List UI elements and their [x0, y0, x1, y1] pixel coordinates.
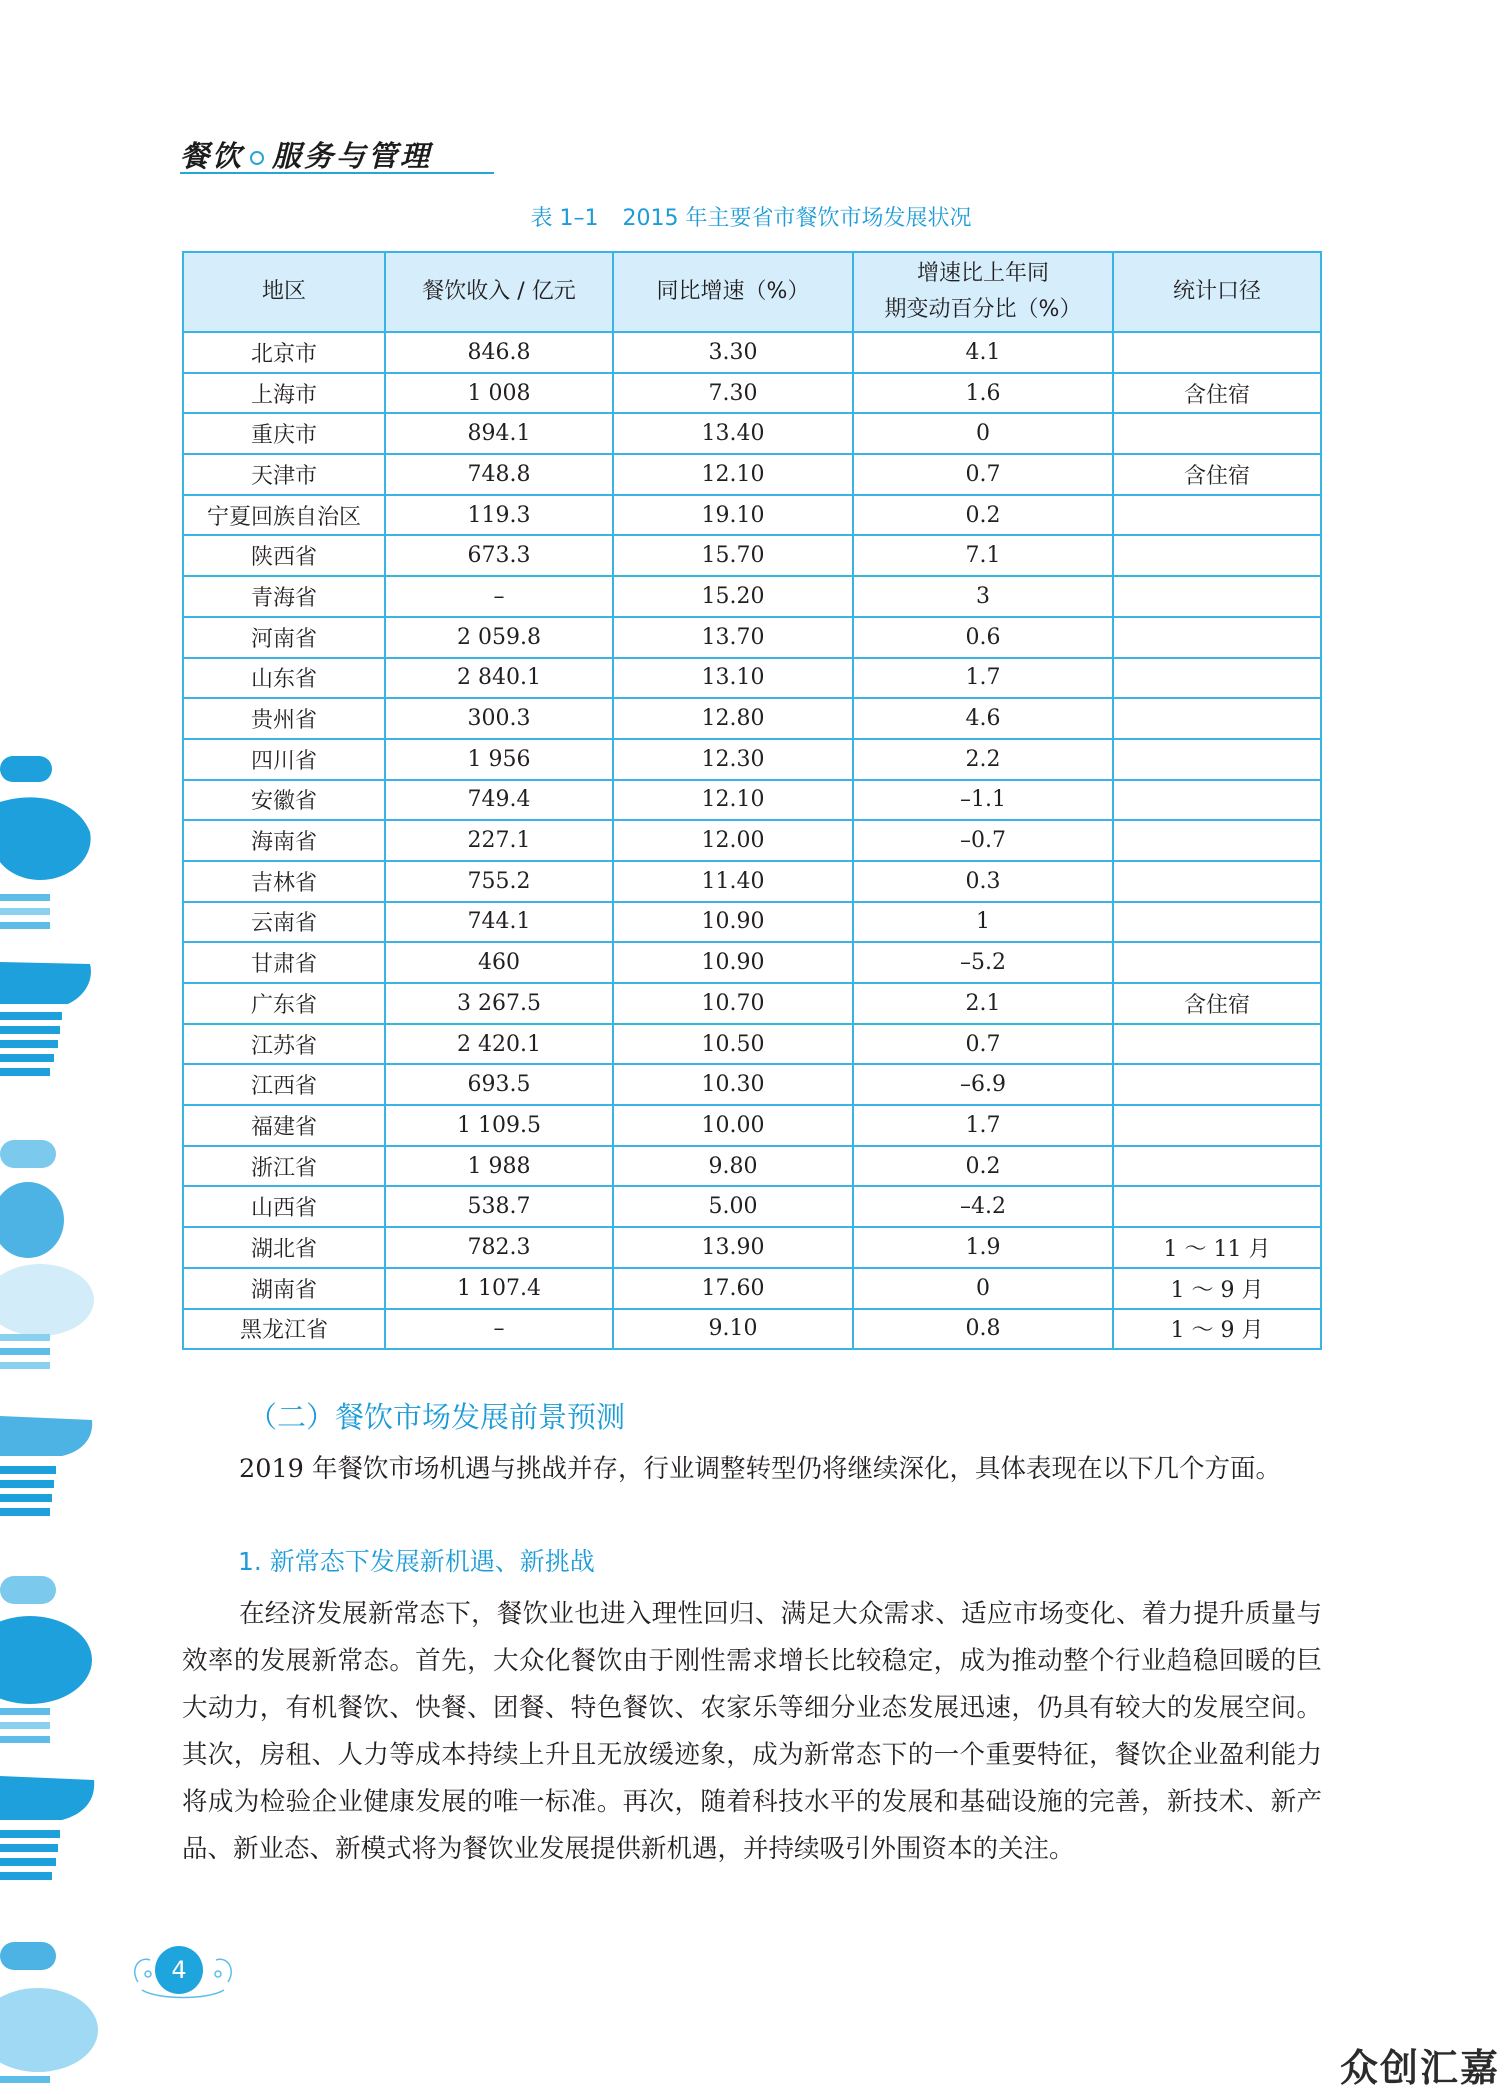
table-row [183, 1105, 1321, 1146]
table-body [183, 332, 1321, 1349]
cell-revenue: 749.4 [385, 780, 613, 821]
cell-growth: 10.70 [613, 983, 853, 1024]
table-row [183, 658, 1321, 699]
table-row [183, 1309, 1321, 1350]
cell-growth: 11.40 [613, 861, 853, 902]
table-row [183, 617, 1321, 658]
cell-revenue: 3 267.5 [385, 983, 613, 1024]
cell-growth-change: 0.2 [853, 1146, 1113, 1187]
cell-revenue: 744.1 [385, 902, 613, 943]
cell-revenue: 693.5 [385, 1064, 613, 1105]
header-rule [180, 172, 494, 174]
cell-region: 北京市 [183, 332, 385, 373]
cell-region: 甘肃省 [183, 942, 385, 983]
cell-revenue: 2 840.1 [385, 658, 613, 699]
cell-scope: 含住宿 [1113, 454, 1321, 495]
cell-region: 贵州省 [183, 698, 385, 739]
table-caption-title: 2015 年主要省市餐饮市场发展状况 [622, 206, 972, 231]
table-row [183, 535, 1321, 576]
cell-growth-change: 1.6 [853, 373, 1113, 414]
cell-region: 湖北省 [183, 1227, 385, 1268]
table-row [183, 454, 1321, 495]
cell-growth-change: –4.2 [853, 1186, 1113, 1227]
cell-scope [1113, 698, 1321, 739]
cell-revenue: 460 [385, 942, 613, 983]
cell-region: 青海省 [183, 576, 385, 617]
cell-growth: 13.10 [613, 658, 853, 699]
cell-region: 湖南省 [183, 1268, 385, 1309]
cell-scope [1113, 413, 1321, 454]
cell-growth: 12.00 [613, 820, 853, 861]
table-row [183, 780, 1321, 821]
table-row [183, 942, 1321, 983]
cell-growth-change: 0.6 [853, 617, 1113, 658]
header-region: 地区 [183, 252, 385, 332]
cell-revenue: 1 956 [385, 739, 613, 780]
cell-growth: 12.10 [613, 454, 853, 495]
table-row [183, 1146, 1321, 1187]
cell-region: 江苏省 [183, 1024, 385, 1065]
cell-growth: 12.80 [613, 698, 853, 739]
cell-scope [1113, 861, 1321, 902]
cell-growth: 7.30 [613, 373, 853, 414]
section-title: （二）餐饮市场发展前景预测 [248, 1400, 626, 1434]
header-growth-change: 增速比上年同 期变动百分比（%） [853, 252, 1113, 332]
cell-revenue: 755.2 [385, 861, 613, 902]
cell-growth: 13.90 [613, 1227, 853, 1268]
table-row [183, 1024, 1321, 1065]
header-revenue: 餐饮收入 / 亿元 [385, 252, 613, 332]
restaurant-market-table [182, 251, 1322, 1350]
cell-region: 福建省 [183, 1105, 385, 1146]
cell-growth-change: 7.1 [853, 535, 1113, 576]
cell-region: 安徽省 [183, 780, 385, 821]
subsection-title: 1. 新常态下发展新机遇、新挑战 [238, 1547, 595, 1576]
cell-growth: 3.30 [613, 332, 853, 373]
cell-revenue: 1 988 [385, 1146, 613, 1187]
cell-scope: 1 ～ 9 月 [1113, 1309, 1321, 1350]
cell-region: 黑龙江省 [183, 1309, 385, 1350]
table-row [183, 373, 1321, 414]
book-title-left: 餐饮 [180, 139, 245, 173]
cell-growth: 9.80 [613, 1146, 853, 1187]
cell-growth: 12.10 [613, 780, 853, 821]
table-row [183, 861, 1321, 902]
cell-scope: 1 ～ 11 月 [1113, 1227, 1321, 1268]
cell-growth: 17.60 [613, 1268, 853, 1309]
cell-growth: 10.90 [613, 902, 853, 943]
cell-revenue: 119.3 [385, 495, 613, 536]
cell-growth-change: 0.7 [853, 1024, 1113, 1065]
table-row [183, 413, 1321, 454]
table-row [183, 1227, 1321, 1268]
cell-region: 宁夏回族自治区 [183, 495, 385, 536]
cell-region: 云南省 [183, 902, 385, 943]
cell-scope [1113, 332, 1321, 373]
header-scope: 统计口径 [1113, 252, 1321, 332]
cell-scope [1113, 1064, 1321, 1105]
cell-scope: 含住宿 [1113, 983, 1321, 1024]
cell-growth: 15.70 [613, 535, 853, 576]
cell-revenue: – [385, 576, 613, 617]
cell-growth-change: 1.9 [853, 1227, 1113, 1268]
cell-region: 广东省 [183, 983, 385, 1024]
cell-growth-change: 4.1 [853, 332, 1113, 373]
table-row [183, 698, 1321, 739]
cell-growth: 10.00 [613, 1105, 853, 1146]
running-head [180, 134, 432, 175]
cell-revenue: 894.1 [385, 413, 613, 454]
cell-growth: 5.00 [613, 1186, 853, 1227]
cell-growth-change: 3 [853, 576, 1113, 617]
cell-growth-change: 2.2 [853, 739, 1113, 780]
cell-scope: 含住宿 [1113, 373, 1321, 414]
table-row [183, 983, 1321, 1024]
title-separator-icon [250, 151, 264, 165]
cell-revenue: 2 059.8 [385, 617, 613, 658]
cell-growth-change: –5.2 [853, 942, 1113, 983]
cell-scope [1113, 658, 1321, 699]
cell-growth-change: –1.1 [853, 780, 1113, 821]
cell-growth-change: 0.2 [853, 495, 1113, 536]
cell-revenue: 748.8 [385, 454, 613, 495]
cell-revenue: – [385, 1309, 613, 1350]
cell-scope [1113, 1186, 1321, 1227]
cell-growth: 10.50 [613, 1024, 853, 1065]
table-row [183, 820, 1321, 861]
cell-scope [1113, 820, 1321, 861]
watermark-logo: 众创汇嘉 [1339, 2046, 1500, 2090]
cell-revenue: 538.7 [385, 1186, 613, 1227]
cell-growth: 19.10 [613, 495, 853, 536]
cell-region: 天津市 [183, 454, 385, 495]
cell-scope [1113, 1105, 1321, 1146]
book-title-right: 服务与管理 [272, 139, 433, 173]
cell-scope [1113, 739, 1321, 780]
table-row [183, 902, 1321, 943]
cell-revenue: 846.8 [385, 332, 613, 373]
cell-scope [1113, 1024, 1321, 1065]
cell-revenue: 782.3 [385, 1227, 613, 1268]
table-row [183, 1186, 1321, 1227]
cell-growth-change: 4.6 [853, 698, 1113, 739]
cell-region: 吉林省 [183, 861, 385, 902]
table-row [183, 1268, 1321, 1309]
cell-scope [1113, 780, 1321, 821]
cell-growth-change: 0.7 [853, 454, 1113, 495]
cell-growth: 10.30 [613, 1064, 853, 1105]
cell-scope [1113, 902, 1321, 943]
cell-scope [1113, 942, 1321, 983]
cell-growth-change: 2.1 [853, 983, 1113, 1024]
cell-growth: 15.20 [613, 576, 853, 617]
header-growth: 同比增速（%） [613, 252, 853, 332]
side-decoration [0, 740, 100, 2094]
cell-region: 海南省 [183, 820, 385, 861]
cell-revenue: 673.3 [385, 535, 613, 576]
cell-scope [1113, 576, 1321, 617]
cell-revenue: 1 109.5 [385, 1105, 613, 1146]
cell-revenue: 300.3 [385, 698, 613, 739]
cell-region: 上海市 [183, 373, 385, 414]
intro-paragraph: 2019 年餐饮市场机遇与挑战并存，行业调整转型仍将继续深化，具体表现在以下几个方面。 [239, 1454, 1282, 1484]
table-caption-number: 表 1–1 [530, 206, 599, 231]
cell-region: 山东省 [183, 658, 385, 699]
table-row [183, 332, 1321, 373]
cell-growth: 12.30 [613, 739, 853, 780]
cell-region: 河南省 [183, 617, 385, 658]
cell-revenue: 227.1 [385, 820, 613, 861]
cell-growth-change: 1.7 [853, 1105, 1113, 1146]
table-row [183, 1064, 1321, 1105]
cell-growth-change: 0 [853, 1268, 1113, 1309]
table-row [183, 495, 1321, 536]
cell-growth-change: 1.7 [853, 658, 1113, 699]
cell-region: 重庆市 [183, 413, 385, 454]
cell-revenue: 1 107.4 [385, 1268, 613, 1309]
cell-scope [1113, 535, 1321, 576]
page-number: 4 [155, 1946, 203, 1994]
cell-growth: 13.40 [613, 413, 853, 454]
cell-scope: 1 ～ 9 月 [1113, 1268, 1321, 1309]
cell-growth-change: 1 [853, 902, 1113, 943]
cell-revenue: 2 420.1 [385, 1024, 613, 1065]
cell-growth: 13.70 [613, 617, 853, 658]
cell-growth-change: 0.8 [853, 1309, 1113, 1350]
cell-region: 浙江省 [183, 1146, 385, 1187]
table-row [183, 576, 1321, 617]
cell-region: 江西省 [183, 1064, 385, 1105]
cell-region: 陕西省 [183, 535, 385, 576]
cell-scope [1113, 617, 1321, 658]
cell-scope [1113, 1146, 1321, 1187]
cell-growth: 10.90 [613, 942, 853, 983]
cell-growth: 9.10 [613, 1309, 853, 1350]
table-header-row [183, 252, 1321, 332]
cell-growth-change: 0.3 [853, 861, 1113, 902]
cell-region: 山西省 [183, 1186, 385, 1227]
cell-region: 四川省 [183, 739, 385, 780]
cell-growth-change: 0 [853, 413, 1113, 454]
cell-revenue: 1 008 [385, 373, 613, 414]
cell-growth-change: –0.7 [853, 820, 1113, 861]
cell-scope [1113, 495, 1321, 536]
cell-growth-change: –6.9 [853, 1064, 1113, 1105]
table-row [183, 739, 1321, 780]
body-paragraph: 在经济发展新常态下，餐饮业也进入理性回归、满足大众需求、适应市场变化、着力提升质量与效率的发展新常态。首先，大众化餐饮由于刚性需求增长比较稳定，成为推动整个行业趋稳回暖的巨大动力，有机餐饮、快餐、团餐、特色餐饮、农家乐等细分业态发展迅速，仍具有较大的发展空间。其次，房租、人力等成本持续上升且无放缓迹象，成为新常态下的一个重要特征，餐饮企业盈利能力将成为检验企业健康发展的唯一标准。再次，随着科技水平的发展和基础设施的完善，新技术、新产品、新业态、新模式将为餐饮业发展提供新机遇，并持续吸引外围资本的关注。 [182, 1599, 1322, 1864]
table-caption [182, 201, 1320, 232]
